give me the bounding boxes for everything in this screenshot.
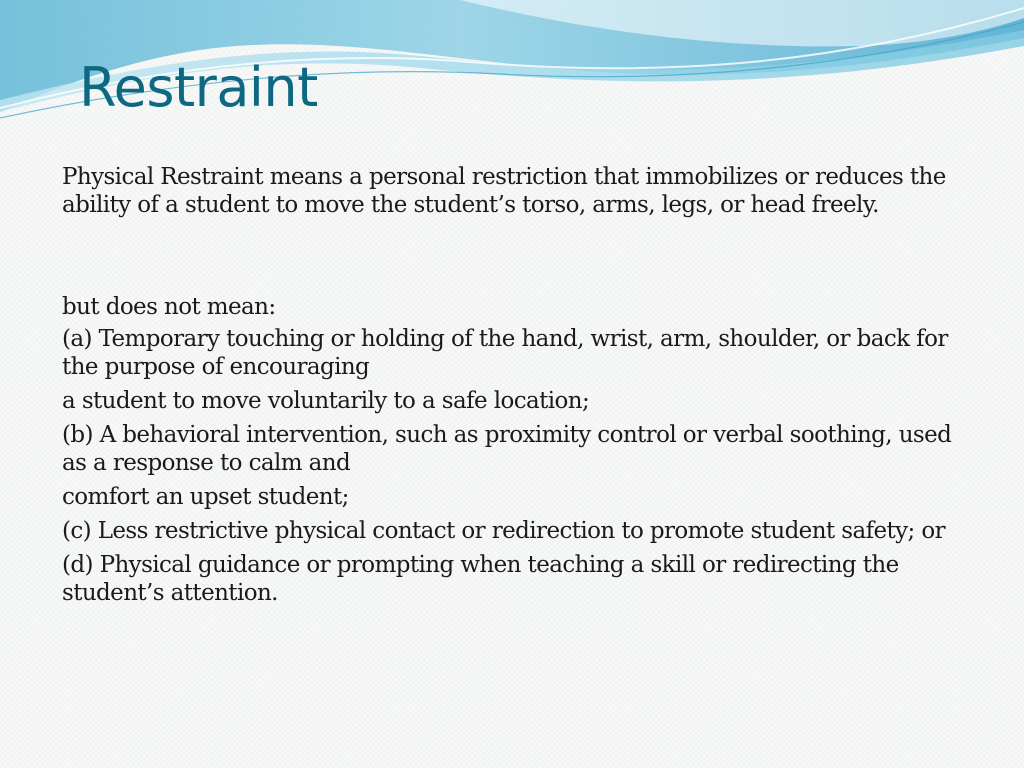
exclusion-item-a-part2: a student to move voluntarily to a safe location; [62,388,590,414]
exclusion-item-b-part2: comfort an upset student; [62,484,349,510]
slide-body [62,163,962,613]
slide-title: Restraint [79,56,318,119]
exclusion-item-a-part1: (a) Temporary touching or holding of the hand, wrist, arm, shoulder, or back for the purpose of encouraging [62,326,948,380]
definition-text: Physical Restraint means a personal restriction that immobilizes or reduces the ability of a student to move the student’s torso, arms, legs, or head freely. [62,164,946,218]
exclusion-item-b-part1: (b) A behavioral intervention, such as proximity control or verbal soothing, used as a response to calm and [62,422,952,476]
exclusion-item-c: (c) Less restrictive physical contact or redirection to promote student safety; or [62,518,946,544]
exclusion-item-d: (d) Physical guidance or prompting when teaching a skill or redirecting the student’s attention. [62,552,899,606]
exclusions-heading: but does not mean: [62,294,276,320]
